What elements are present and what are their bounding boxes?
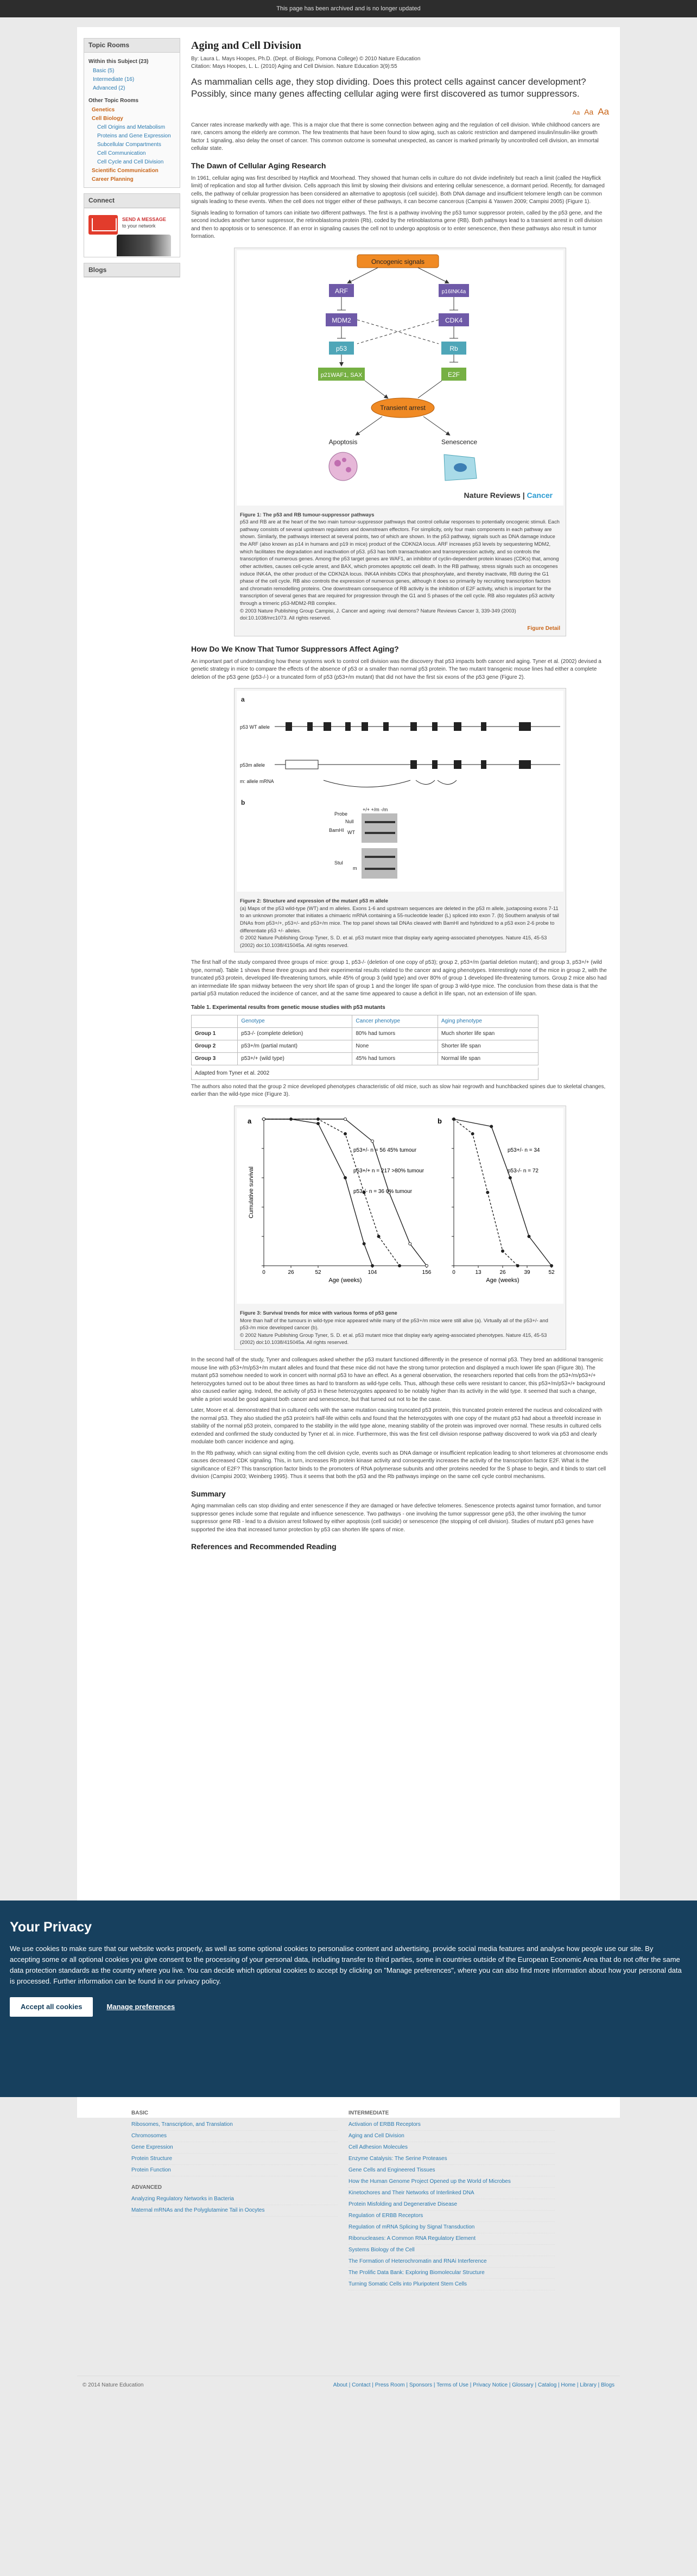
privacy-banner (0, 1901, 697, 2097)
x-axis-label: Age (weeks) (486, 1277, 519, 1284)
table-row (192, 1040, 538, 1052)
other-room-item[interactable]: Genetics (92, 106, 115, 113)
rb-label: Rb (449, 344, 458, 352)
x-tick-label: 52 (315, 1269, 321, 1276)
bamhi-label: BamHI (329, 828, 344, 834)
table-header-cell: Genotype (238, 1015, 352, 1027)
e2f-label: E2F (447, 370, 460, 378)
page (77, 27, 620, 2118)
related-link[interactable]: Gene Cells and Engineered Tissues (348, 2165, 555, 2176)
related-link[interactable]: Analyzing Regulatory Networks in Bacteria (131, 2194, 338, 2205)
data-point (377, 1235, 380, 1238)
privacy-text: We use cookies to make sure that our website works properly, as well as some optional cookies to personalise content and advertising, provide social media features and analyse how people use our site. By accepting some or all optional cookies you give consent to the processing of your personal data, including transfer to third parties, some in countries outside of the European Economic Area that do not offer the same data protection standards as the country where you live. You can decide which optional cookies to accept by clicking on "Manage preferences", where you can also find more information about how your personal data is processed. Further information can be found in our privacy policy. (10, 1944, 682, 1986)
null-label: Null (345, 819, 354, 825)
data-point (317, 1122, 320, 1125)
table-cell: p53-/- (complete deletion) (238, 1027, 352, 1040)
table-cell: Normal life span (438, 1052, 538, 1065)
cdk4-label: CDK4 (445, 316, 463, 324)
connect-box (84, 193, 180, 257)
within-subject-item[interactable]: Intermediate (16) (93, 76, 135, 83)
data-point (344, 1176, 347, 1179)
x-tick-label: 104 (367, 1269, 377, 1276)
table-1-caption: Table 1. Experimental results from genetic mouse studies with p53 mutants (191, 1004, 385, 1011)
footer (77, 2376, 620, 2397)
figure-1-diagram (237, 250, 563, 506)
other-rooms-list (88, 106, 175, 184)
related-link[interactable]: Protein Function (131, 2165, 338, 2176)
table-header-cell: Cancer phenotype (352, 1015, 438, 1027)
series-annotation: p53-/- n = 72 (508, 1167, 538, 1174)
section-heading-dawn: The Dawn of Cellular Aging Research (191, 161, 326, 170)
table-cell: Much shorter life span (438, 1027, 538, 1040)
related-link[interactable]: Turning Somatic Cells into Pluripotent Stem Cells (348, 2279, 555, 2290)
mutant-allele-label: p53m allele (240, 762, 265, 768)
basic-heading: BASIC (131, 2110, 149, 2116)
paragraph-moore: Later, Moore et al. demonstrated that in cultured cells with the same mutation causing truncated p53 protein, this truncated protein entered the nucleus and colocalized with the normal p53. They also studied the p53 protein's half-life within cells and found that the heterozygotes with one copy of the mutant p53 had about a threefold increase in stability of the normal p53 protein, compared to the stability in the wild type alone, meaning stability of the protein was improved over normal. These results in cultured cells extended and confirmed the study conducted by Tyner et al. in mice. Furthermore, this was the first cell division response pathway discovered to work via p53 and clearly modulate both cancer incidence and aging. (191, 1407, 603, 1445)
figure-1-caption-title: Figure 1: The p53 and RB tumour-suppressor pathways (240, 511, 375, 517)
figure-2 (234, 688, 566, 952)
p21-label: p21WAF1, SAX (320, 371, 363, 378)
m-band-label: m (353, 866, 357, 872)
data-point (490, 1125, 493, 1128)
article (191, 38, 609, 1552)
figure-2-copyright: © 2002 Nature Publishing Group Tyner, S. D. et al. p53 mutant mice that display early ageing-associated phenotypes. Nature 415, 45-53 (2002) doi:10.1038/415045a. All rights reserved. (240, 935, 547, 948)
send-message-banner[interactable] (84, 208, 180, 257)
data-point (528, 1235, 530, 1238)
sidebar (84, 38, 180, 283)
other-room-item[interactable]: Cell Origins and Metabolism (97, 124, 166, 130)
lane-labels: +/+ +/m -/m (363, 807, 388, 813)
figure-3 (234, 1106, 566, 1350)
section-heading-references: References and Recommended Reading (191, 1542, 337, 1551)
section-heading-summary: Summary (191, 1489, 226, 1498)
allele-map (237, 691, 565, 892)
text-size-medium[interactable]: Aa (584, 108, 594, 117)
other-room-item[interactable]: Career Planning (92, 176, 134, 182)
table-cell: None (352, 1040, 438, 1052)
figure-1-credit: Nature Reviews | Cancer (464, 490, 553, 500)
apoptosis-label: Apoptosis (328, 438, 358, 446)
panel-title: b (438, 1116, 442, 1125)
survival-line (454, 1119, 552, 1266)
table-1 (191, 1015, 538, 1065)
related-link[interactable]: Cell Adhesion Molecules (348, 2142, 555, 2154)
related-link[interactable]: Systems Biology of the Cell (348, 2245, 555, 2256)
related-link[interactable]: How the Human Genome Project Opened up the World of Microbes (348, 2176, 555, 2188)
data-point (371, 1140, 374, 1142)
blogs-title[interactable]: Blogs (84, 263, 180, 277)
svg-text:m: allele mRNA: m: allele mRNA (240, 779, 274, 785)
panel-b-label: b (241, 799, 245, 807)
x-tick-label: 156 (422, 1269, 432, 1276)
pathway-diagram (237, 250, 565, 506)
related-link[interactable]: The Formation of Heterochromatin and RNAi Interference (348, 2256, 555, 2268)
series-annotation: p53+/- n = 34 (508, 1147, 540, 1153)
related-link[interactable]: Ribosomes, Transcription, and Translation (131, 2119, 338, 2131)
table-cell: p53+/m (partial mutant) (238, 1040, 352, 1052)
paragraph-rb: In the Rb pathway, which can signal exiting from the cell division cycle, events such as DNA damage or insufficient replication leading to short telomeres at chromosome ends causes decreased CDK signaling. This, in turn, increases Rb protein kinase activity and consequently increases the activity of the transcription factor E2F. What is the significance of E2F? This transcription factor binds to the promoters of RNA polymerase subunits and other proteins needed for the S phase to begin, and it binds to start cell division (Campisi 2003; Weinberg 1995). Thus it seems that both the p53 and the Rb pathways impinge on the same cell cycle control mechanisms. (191, 1450, 608, 1480)
send-message-label: SEND A MESSAGE (122, 216, 166, 222)
other-room-item[interactable]: Cell Cycle and Cell Division (97, 159, 164, 165)
stui-label: StuI (334, 860, 344, 866)
table-cell: Group 2 (192, 1040, 238, 1052)
related-link[interactable]: Protein Structure (131, 2154, 338, 2165)
figure-3-caption-text: More than half of the tumours in wild-type mice appeared while many of the p53+/m mice were still alive (a). Virtually all of the p53+/- and p53-/m mice developed cancer (b). (240, 1317, 548, 1331)
blot-top (362, 813, 397, 843)
advanced-heading: ADVANCED (131, 2184, 162, 2190)
figure-2-caption-title: Figure 2: Structure and expression of the mutant p53 m allele (240, 898, 388, 904)
table-header-cell: Aging phenotype (438, 1015, 538, 1027)
y-axis-label: Cumulative survival (248, 1166, 255, 1218)
data-point (263, 1117, 265, 1120)
other-room-item[interactable]: Scientific Communication (92, 167, 159, 174)
series-annotation: p53+/- n = 56 45% tumour (353, 1147, 417, 1153)
citation: Citation: Mays Hoopes, L. L. (2010) Aging and Cell Division. Nature Education 3(9):55 (191, 64, 397, 70)
x-axis-label: Age (weeks) (328, 1277, 362, 1284)
table-row (192, 1027, 538, 1040)
figure-1-copyright: © 2003 Nature Publishing Group Campisi, J. Cancer and ageing: rival demons? Nature Reviews Cancer 3, 339-349 (2003) doi:10.1038/nrc1073. All rights reserved. (240, 607, 516, 621)
related-link[interactable]: The Prolific Data Bank: Exploring Biomolecular Structure (348, 2268, 555, 2279)
related-link[interactable]: Regulation of mRNA Splicing by Signal Transduction (348, 2222, 555, 2233)
topic-rooms-box (84, 38, 180, 188)
accept-cookies-button[interactable]: Accept all cookies (10, 1997, 93, 2017)
paragraph-summary: Aging mammalian cells can stop dividing and enter senescence if they are damaged or have defective telomeres. Senescence protects against tumor formation, and tumor suppressor genes include some that regulate and influence senescence. Two pathways - one involving the tumor suppressor gene p53, the other involving the tumor suppressor gene RB - lead to a division arrest followed by either apoptosis (cell suicide) or senescence (the stopping of cell division). Studies of mutant p53 genes have supported the idea that increased tumor protection by p53 can shorten life spans of mice. (191, 1503, 601, 1533)
arf-label: ARF (335, 287, 348, 295)
data-point (516, 1264, 519, 1267)
footer-links[interactable]: About | Contact | Press Room | Sponsors | Terms of Use | Privacy Notice | Glossary | Catalog | Home | Library | Blogs (333, 2382, 614, 2388)
table-cell: p53+/+ (wild type) (238, 1052, 352, 1065)
oncogenic-signals-label: Oncogenic signals (371, 257, 425, 266)
article-title: Aging and Cell Division (191, 40, 301, 52)
figure-3-chart (237, 1108, 563, 1304)
text-size-small[interactable]: Aa (572, 110, 580, 117)
x-tick-label: 39 (524, 1269, 530, 1276)
probe-label: Probe (334, 811, 348, 817)
credit-cancer: Cancer (527, 490, 553, 500)
data-point (486, 1191, 489, 1194)
authors: By: Laura L. Mays Hoopes, Ph.D. (Dept. of Biology, Pomona College) © 2010 Nature Education (191, 56, 421, 62)
data-point (550, 1264, 553, 1267)
archive-notice: This page has been archived and is no longer updated (276, 5, 421, 12)
table-cell: 80% had tumors (352, 1027, 438, 1040)
intro-paragraph: Cancer rates increase markedly with age. This is a major clue that there is some connection between aging and the regulation of cell division. While childhood cancers are rare, cancers among the elderly are common. The few treatments that have been found to slow aging, such as caloric restriction and dampened insulin/insulin-like growth factor 1 signaling, also delay the onset of cancer. This common outcome is somewhat unexpected, as cancer is marked primarily by uncontrolled cell division, an immortal cellular state. (191, 122, 600, 152)
data-point (409, 1242, 411, 1245)
data-point (426, 1264, 428, 1267)
data-point (344, 1132, 347, 1135)
related-link[interactable]: Ribonucleases: A Common RNA Regulatory Element (348, 2233, 555, 2245)
p53-label: p53 (335, 344, 347, 352)
related-link[interactable]: Aging and Cell Division (348, 2131, 555, 2142)
figure-1-caption-text: p53 and RB are at the heart of the two main tumour-suppressor pathways that control cellular responses to potentially oncogenic stimuli. Each pathway consists of several upstream regulators and downstream effectors. For simplicity, only four main components in each pathway are shown. Similarly, the pathways intersect at several points, two of which are shown. In the p53 pathway, signals such as DNA damage induce the ARF (also known as p14 in humans and p19 in mice) product of the CDKN2A locus. ARF increases p53 levels by sequestering MDM2, which facilitates the degradation and inactivation of p53. p53 has both transactivation and transrepression activity, and so controls the transcription of numerous genes. Among the p53 target genes are WAF1, an inhibitor of cyclin-dependent protein kinases (CDKs) that, among other activities, causes cell-cycle arrest, and BAX, which promotes apoptotic cell death. In the RB pathway, stress signals such as oncogenes induce INK4A, the other product of the CDKN2A locus. INK4A inhibits CDKs that phosphorylate, and thereby inactivate, RB during the G1 phase of the cell cycle. RB also controls the expression of numerous genes, although it does so primarily by recruiting transcription factors and chromatin remodelling proteins. One downstream consequence of RB activity is the inhibition of E2F activity, which is important for the transcription of several genes that are required for progression through the G1 and S phases of the cell cycle. RB also regulates p53 activity through a trimeric p53-MDM2-RB complex. (240, 519, 560, 607)
apoptotic-cell (329, 452, 357, 481)
data-point (398, 1264, 401, 1267)
privacy-title: Your Privacy (10, 1920, 92, 1935)
figure-1-caption (235, 508, 566, 625)
credit-journal: Nature Reviews (464, 490, 521, 500)
blot-bottom (362, 848, 397, 879)
senescence-label: Senescence (441, 438, 478, 446)
other-room-item[interactable]: Cell Biology (92, 115, 123, 122)
table-cell: Shorter life span (438, 1040, 538, 1052)
intermediate-heading: INTERMEDIATE (348, 2110, 389, 2116)
section-heading-how: How Do We Know That Tumor Suppressors Affect Aging? (191, 644, 399, 653)
survival-chart (237, 1108, 565, 1304)
figure-3-caption-title: Figure 3: Survival trends for mice with various forms of p53 gene (240, 1309, 397, 1316)
envelope-icon (88, 215, 118, 235)
survival-line (454, 1119, 518, 1266)
laptop-user-image (117, 235, 171, 256)
table-cell: Group 3 (192, 1052, 238, 1065)
figure-2-diagram (237, 691, 563, 892)
data-point (344, 1117, 347, 1120)
within-subject-item[interactable]: Basic (5) (93, 67, 115, 74)
related-link[interactable]: Activation of ERBB Receptors (348, 2119, 555, 2131)
wt-band-label: WT (347, 830, 355, 836)
other-room-item[interactable]: Cell Communication (97, 150, 146, 156)
data-point (453, 1117, 455, 1120)
data-point (502, 1249, 504, 1252)
topic-rooms-title: Topic Rooms (84, 39, 180, 53)
wt-allele-label: p53 WT allele (240, 724, 270, 730)
blogs-box (84, 263, 180, 278)
manage-preferences-button[interactable]: Manage preferences (106, 2002, 175, 2011)
related-link[interactable]: Chromosomes (131, 2131, 338, 2142)
series-annotation: p53+/+ n = 217 >80% tumour (353, 1167, 424, 1174)
send-message-sub: to your network (122, 223, 156, 229)
figure-2-caption-text: (a) Maps of the p53 wild-type (WT) and m alleles. Exons 1-6 and upstream sequences are deleted in the p53 m allele, juxtaposing exons 7-11 to an unknown promoter that initiates a chimaeric mRNA containing a 55-nucleotide leader (L) spliced into exon 7. (b) Southern analysis of tail DNAs from p53+/+, p53+/- and p53+/m mice. The top panel shows tail DNAs cleaved with BamHI and hybridized to a p53 exon 2-6 probe to differentiate p53 +/- alleles. (240, 905, 559, 933)
paragraph-groups: The first half of the study compared three groups of mice: group 1, p53-/- (deletion of one copy of p53); group 2, p53+/m (partial deletion mutant); and group 3, p53+/+ (wild type, normal). Table 1 shows these three groups and their experimental results related to the cancer and aging phenotypes. Interestingly none of the mice in group 2, with the truncated p53 protein, developed life-threatening tumors, while 45% of group 3 (wild type) and over 80% of group 1 developed life-threatening tumors. Group 2 mice also had an intermediate life span midway between the very short life span of group 1 and the longer life span of group 3 wild-type mice. The conclusion from these data is that the partial p53 mutation reduced the incidence of cancer, and at the same time appeared to cause a deficit in life span, not an extension of life span. (191, 959, 607, 997)
related-link[interactable]: Regulation of ERBB Receptors (348, 2211, 555, 2222)
data-point (363, 1242, 365, 1245)
panel-a-label: a (241, 696, 245, 704)
within-subject-label: Within this Subject (23) (88, 58, 149, 65)
data-point (371, 1264, 374, 1267)
table-1-adapted: Adapted from Tyner et al. 2002 (191, 1068, 538, 1080)
data-point (471, 1132, 474, 1135)
table-cell: 45% had tumors (352, 1052, 438, 1065)
figure-3-copyright: © 2002 Nature Publishing Group Tyner, S. D. et al. p53 mutant mice that display early ageing-associated phenotypes. Nature 415, 45-53 (2002) doi:10.1038/415045a. All rights reserved. (240, 1331, 547, 1346)
byline (191, 55, 609, 71)
lead-paragraph: As mammalian cells age, they stop dividing. Does this protect cells against cancer development? Possibly, since many genes affecting cellular aging were first discovered as tumor suppressors. (191, 77, 586, 99)
archive-notice-bar (0, 0, 697, 17)
table-header-cell (192, 1015, 238, 1027)
intermediate-links (348, 2110, 555, 2290)
table-cell: Group 1 (192, 1027, 238, 1040)
other-room-item[interactable]: Subcellular Compartments (97, 141, 161, 148)
table-header-row (192, 1015, 538, 1027)
panel-title: a (248, 1116, 252, 1125)
figure-1-detail-link[interactable]: Figure Detail (527, 625, 560, 632)
related-link[interactable]: Maternal mRNAs and the Polyglutamine Tail in Oocytes (131, 2205, 338, 2217)
paragraph-dawn-2: Signals leading to formation of tumors can initiate two different pathways. The first is a pathway involving the p53 tumor suppressor protein, called by the p53 gene, and the second includes another tumor suppressor, the retinoblastoma protein (Rb), coded by the retinoblastoma gene (RB). Both pathways lead to a transient arrest in cell division and then to apoptosis or to senescence. If an error in signaling causes the cell not to undergo apoptosis or to enter senescence, then these pathways also result in tumor formation. (191, 210, 603, 240)
paragraph-dawn-1: In 1961, cellular aging was first described by Hayflick and Moorhead. They showed that human cells in culture do not divide indefinitely but reach a limit (called the Hayflick limit) of replication and stop all further division. Cells approach this limit by slowing their divisions and entering cellular senescence, a dormant period. Recently, for damaged cells, the pathway of cellular progression has been considered an alternative to apoptosis (cell suicide). Both DNA damage and insufficient telomere length can be common signals leading to these events. When the cell does not trigger either of these pathways, it can become cancerous (Campisi & Yaswen 2009; Campisi 2005) (Figure 1). (191, 175, 605, 205)
text-size-large[interactable]: Aa (598, 106, 609, 117)
mdm2-label: MDM2 (332, 316, 351, 324)
paragraph-aged: The authors also noted that the group 2 mice developed phenotypes characteristic of old mice, such as slow hair regrowth and hunchbacked spines due to skeletal changes, earlier than the wild-type mice (Figure 3). (191, 1083, 606, 1098)
x-tick-label: 13 (475, 1269, 481, 1276)
within-subject-item[interactable]: Advanced (2) (93, 85, 125, 91)
figure-2-caption (235, 894, 566, 952)
x-tick-label: 0 (452, 1269, 455, 1276)
x-tick-label: 0 (262, 1269, 265, 1276)
table-row (192, 1052, 538, 1065)
paragraph-second-half: In the second half of the study, Tyner and colleagues asked whether the p53 mutant functioned differently in the presence of normal p53. They bred an additional transgenic mouse line with p53+/m/p53+/m mutant alleles and found that these mice did not have the strong tumor protection and displayed a much lower life span (Figure 3b). The mutant p53 somehow needed to work in concert with normal p53 to have an effect. As a general observation, the researchers reported that cells from the p53+/m/p53+/+ heterozygotes turned out to be about three times as hard to transform as wild-type cells. Thus, although these cells were resistant to cancer, this p53+/m/p53+/+ background also caused earlier aging. Indeed, the activity of p53 in these heterozygotes appeared to be notably higher than its activity in the wild type. It seemed that such a change, while a priori would be good against both cancer and senescence, but that turned out not to be the case. (191, 1357, 605, 1403)
x-tick-label: 26 (499, 1269, 506, 1276)
related-link[interactable]: Gene Expression (131, 2142, 338, 2154)
x-tick-label: 26 (288, 1269, 294, 1276)
related-link[interactable]: Enzyme Catalysis: The Serine Proteases (348, 2154, 555, 2165)
figure-1 (234, 248, 566, 636)
other-rooms-label: Other Topic Rooms (88, 97, 139, 104)
x-tick-label: 52 (548, 1269, 555, 1276)
related-links (77, 2104, 620, 2287)
transient-arrest-label: Transient arrest (380, 403, 426, 412)
p16-label: p16INK4a (441, 288, 466, 295)
related-link[interactable]: Protein Misfolding and Degenerative Disease (348, 2199, 555, 2211)
data-point (509, 1176, 511, 1179)
basic-links (131, 2110, 338, 2217)
text-size-controls (191, 105, 609, 118)
other-room-item[interactable]: Proteins and Gene Expression (97, 132, 171, 139)
related-link[interactable]: Kinetochores and Their Networks of Interlinked DNA (348, 2188, 555, 2199)
connect-title: Connect (84, 194, 180, 208)
paragraph-how: An important part of understanding how these systems work to control cell division was the discovery that p53 impacts both cancer and aging. Tyner et al. (2002) devised a genetic strategy in mice to compare the effects of the absence of p53 or a smaller than normal p53 protein. The two mutant transgenic mouse lines had either a complete deletion of the p53 gene (p53-/-) or a truncated form of p53 (p53+/m mutant) that did not have the first six exons of the p53 gene (Figure 2). (191, 658, 601, 680)
footer-copyright: © 2014 Nature Education (83, 2382, 144, 2388)
figure-3-caption (235, 1306, 566, 1349)
series-annotation: p53-/- n = 36 6% tumour (353, 1188, 413, 1195)
within-subject-list (88, 67, 175, 93)
